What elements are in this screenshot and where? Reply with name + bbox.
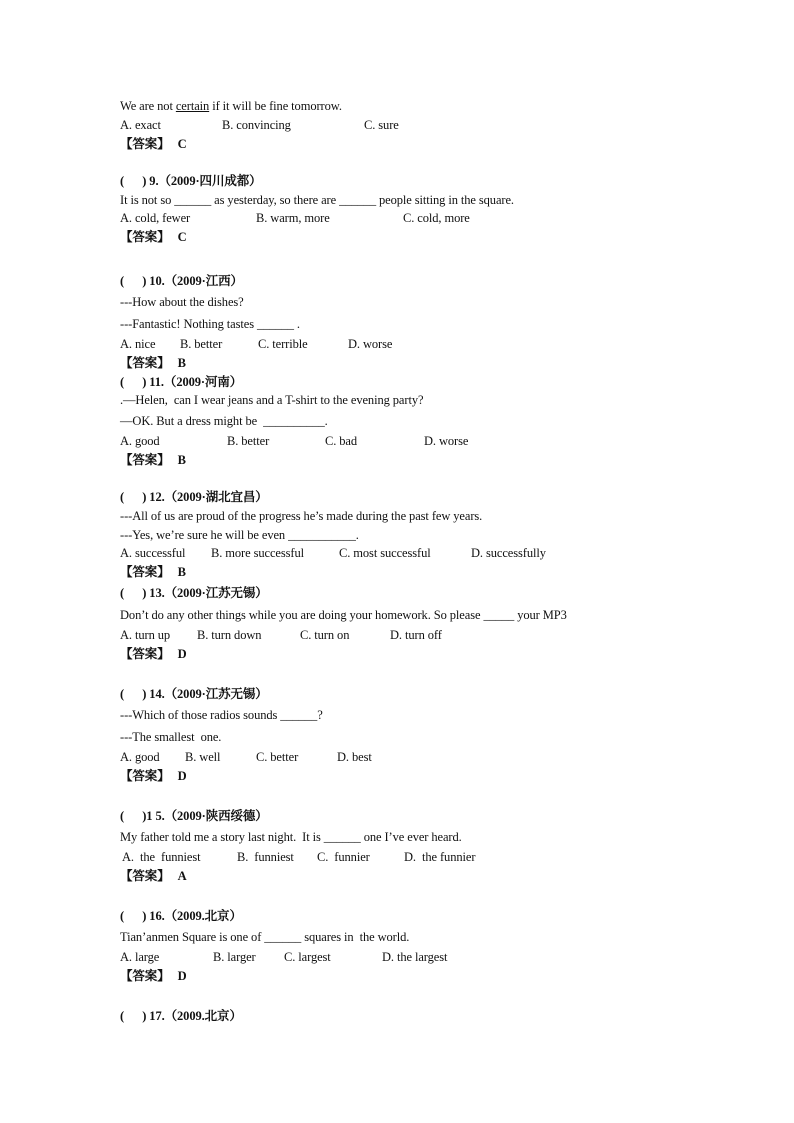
answer-label: 【答案】	[120, 452, 170, 467]
question-10-line-2: ---Fantastic! Nothing tastes ______ .	[120, 317, 300, 331]
question-13-line-1: Don’t do any other things while you are doing your homework. So please _____ your MP3	[120, 608, 567, 622]
answer-line	[120, 646, 187, 662]
option-a: A. nice	[120, 337, 156, 351]
question-15-line-1: My father told me a story last night. It is ______ one I’ve ever heard.	[120, 830, 462, 844]
question-11-header: ( ) 11.（2009·河南）	[120, 375, 243, 389]
answer-value: C	[177, 230, 187, 244]
option-d: D. the largest	[382, 950, 448, 964]
answer-value: A	[177, 869, 187, 883]
answer-line	[120, 136, 187, 152]
option-d: D. worse	[348, 337, 393, 351]
question-12-line-2: ---Yes, we’re sure he will be even ___________.	[120, 528, 359, 542]
answer-line	[120, 868, 187, 884]
underlined-word: certain	[175, 99, 210, 113]
answer-label: 【答案】	[120, 355, 170, 370]
answer-line	[120, 229, 187, 245]
answer-label: 【答案】	[120, 229, 170, 244]
option-b: B. more successful	[211, 546, 304, 560]
option-b: B. better	[227, 434, 270, 448]
option-a: A. the funniest	[122, 850, 201, 864]
question-12-header: ( ) 12.（2009·湖北宜昌）	[120, 490, 268, 504]
answer-line	[120, 452, 186, 468]
question-16-line-1: Tian’anmen Square is one of ______ squares in the world.	[120, 930, 410, 944]
question-13-header: ( ) 13.（2009·江苏无锡）	[120, 586, 268, 600]
option-b: B. well	[185, 750, 221, 764]
answer-label: 【答案】	[120, 868, 170, 883]
question-10-header: ( ) 10.（2009·江西）	[120, 274, 243, 288]
option-b: B. funniest	[237, 850, 294, 864]
answer-value: B	[177, 356, 186, 370]
option-d: D. the funnier	[404, 850, 476, 864]
option-a: A. cold, fewer	[120, 211, 191, 225]
question-14-header: ( ) 14.（2009·江苏无锡）	[120, 687, 268, 701]
option-d: D. successfully	[471, 546, 546, 560]
question-9-stem: It is not so ______ as yesterday, so there are ______ people sitting in the square.	[120, 193, 514, 207]
question-8-stem	[120, 98, 342, 114]
option-d: D. best	[337, 750, 372, 764]
stem-text: if it will be fine tomorrow.	[209, 99, 342, 113]
option-d: D. worse	[424, 434, 469, 448]
answer-label: 【答案】	[120, 768, 170, 783]
question-11-line-1: .—Helen, can I wear jeans and a T-shirt to the evening party?	[120, 393, 424, 407]
answer-label: 【答案】	[120, 564, 170, 579]
answer-line	[120, 355, 186, 371]
answer-line	[120, 564, 186, 580]
answer-line	[120, 968, 187, 984]
answer-label: 【答案】	[120, 646, 170, 661]
option-a: A. exact	[120, 118, 161, 132]
option-c: C. better	[256, 750, 299, 764]
option-d: D. turn off	[390, 628, 442, 642]
option-c: C. largest	[284, 950, 331, 964]
option-c: C. funnier	[317, 850, 370, 864]
question-15-header: ( )1 5.（2009·陕西绥德）	[120, 809, 268, 823]
question-16-header: ( ) 16.（2009.北京）	[120, 909, 242, 923]
option-b: B. turn down	[197, 628, 262, 642]
option-b: B. convincing	[222, 118, 291, 132]
option-c: C. bad	[325, 434, 358, 448]
option-a: A. good	[120, 434, 160, 448]
option-c: C. turn on	[300, 628, 350, 642]
stem-text: We are not	[120, 99, 176, 113]
question-9-header: ( ) 9.（2009·四川成都）	[120, 174, 262, 188]
question-10-line-1: ---How about the dishes?	[120, 295, 244, 309]
question-11-line-2: —OK. But a dress might be __________.	[120, 414, 328, 428]
answer-value: D	[177, 969, 187, 983]
answer-value: B	[177, 565, 186, 579]
question-17-header: ( ) 17.（2009.北京）	[120, 1009, 242, 1023]
answer-value: D	[177, 769, 187, 783]
answer-label: 【答案】	[120, 136, 170, 151]
question-14-line-2: ---The smallest one.	[120, 730, 222, 744]
option-c: C. cold, more	[403, 211, 470, 225]
answer-value: C	[177, 137, 187, 151]
answer-line	[120, 768, 187, 784]
option-c: C. most successful	[339, 546, 431, 560]
answer-value: D	[177, 647, 187, 661]
answer-label: 【答案】	[120, 968, 170, 983]
option-a: A. successful	[120, 546, 186, 560]
answer-value: B	[177, 453, 186, 467]
question-14-line-1: ---Which of those radios sounds ______?	[120, 708, 323, 722]
option-a: A. good	[120, 750, 160, 764]
option-c: C. sure	[364, 118, 399, 132]
option-b: B. warm, more	[256, 211, 330, 225]
question-12-line-1: ---All of us are proud of the progress he’s made during the past few years.	[120, 509, 483, 523]
option-b: B. better	[180, 337, 223, 351]
option-b: B. larger	[213, 950, 256, 964]
option-a: A. turn up	[120, 628, 171, 642]
option-c: C. terrible	[258, 337, 308, 351]
option-a: A. large	[120, 950, 160, 964]
